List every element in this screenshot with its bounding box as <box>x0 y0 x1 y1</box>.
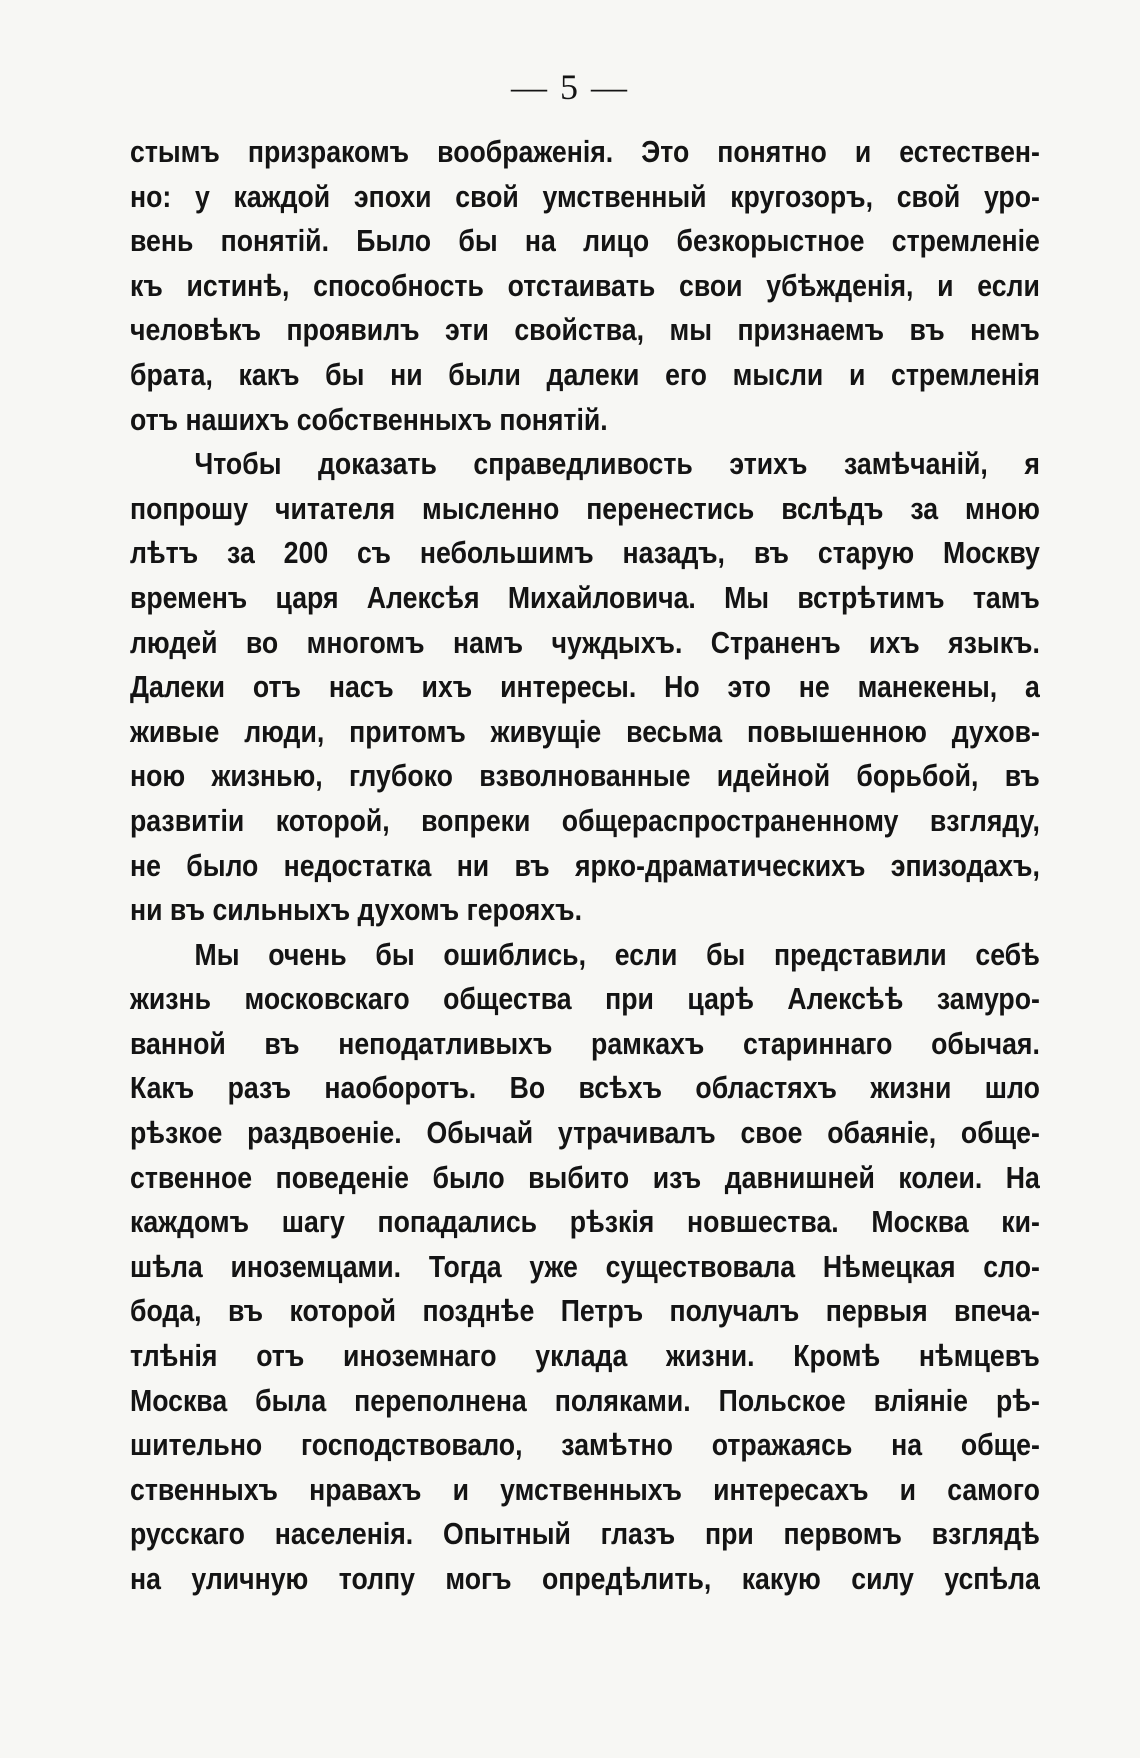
text-line: брата, какъ бы ни были далеки его мысли и стремленія <box>130 356 1040 392</box>
text-line: ною жизнью, глубоко взволнованные идейной борьбой, въ <box>130 758 1040 794</box>
text-line: стымъ призракомъ воображенія. Это понятно и естествен- <box>130 134 1040 169</box>
text-line: рѣзкое раздвоеніе. Обычай утрачивалъ свое обаяніе, обще- <box>130 1115 1040 1151</box>
text-line: вень понятій. Было бы на лицо безкорыстное стремленіе <box>130 223 1040 259</box>
text-line: людей во многомъ намъ чуждыхъ. Страненъ ихъ языкъ. <box>130 624 1040 660</box>
text-line: ственное поведеніе было выбито изъ давнишней колеи. На <box>130 1159 1040 1195</box>
text-line: Какъ разъ наоборотъ. Во всѣхъ областяхъ жизни шло <box>130 1070 1040 1106</box>
text-line: ственныхъ нравахъ и умственныхъ интересахъ и самого <box>130 1471 1040 1507</box>
text-line: жизнь московскаго общества при царѣ Алексѣѣ замуро- <box>130 981 1040 1017</box>
text-line: бода, въ которой позднѣе Петръ получалъ первыя впеча- <box>130 1293 1040 1329</box>
text-line: Мы очень бы ошиблись, если бы представили себѣ <box>194 936 1040 972</box>
text-line: ни въ сильныхъ духомъ герояхъ. <box>130 892 582 928</box>
text-line: живые люди, притомъ живущіе весьма повышенною духов- <box>130 713 1040 749</box>
text-line: не было недостатка ни въ ярко-драматическихъ эпизодахъ, <box>130 847 1040 883</box>
text-line: отъ нашихъ собственныхъ понятій. <box>130 401 608 437</box>
text-line: ванной въ неподатливыхъ рамкахъ стариннаго обычая. <box>130 1025 1040 1061</box>
text-line: на уличную толпу могъ опредѣлить, какую силу успѣла <box>130 1561 1040 1596</box>
text-line: къ истинѣ, способность отстаивать свои убѣжденія, и если <box>130 267 1040 303</box>
text-line: шѣла иноземцами. Тогда уже существовала Нѣмецкая сло- <box>130 1248 1040 1284</box>
text-line: русскаго населенія. Опытный глазъ при первомъ взглядѣ <box>130 1516 1040 1552</box>
body-text <box>130 130 1040 1602</box>
text-line: каждомъ шагу попадались рѣзкія новшества. Москва ки- <box>130 1204 1040 1240</box>
text-line: временъ царя Алексѣя Михайловича. Мы встрѣтимъ тамъ <box>130 579 1040 615</box>
text-line: Далеки отъ насъ ихъ интересы. Но это не манекены, а <box>130 669 1040 705</box>
text-line: попрошу читателя мысленно перенестись вслѣдъ за мною <box>130 490 1040 526</box>
page-number: — 5 — <box>511 67 629 107</box>
text-line: Чтобы доказать справедливость этихъ замѣчаній, я <box>194 446 1040 482</box>
text-line: но: у каждой эпохи свой умственный кругозоръ, свой уро- <box>130 178 1040 214</box>
text-line: лѣтъ за 200 съ небольшимъ назадъ, въ старую Москву <box>130 535 1040 571</box>
text-line: развитіи которой, вопреки общераспространенному взгляду, <box>130 802 1040 838</box>
text-line: человѣкъ проявилъ эти свойства, мы признаемъ въ немъ <box>130 312 1040 348</box>
text-line: тлѣнія отъ иноземнаго уклада жизни. Кромѣ нѣмцевъ <box>130 1338 1040 1374</box>
text-line: Москва была переполнена поляками. Польское вліяніе рѣ- <box>130 1382 1040 1418</box>
text-line: шительно господствовало, замѣтно отражаясь на обще- <box>130 1427 1040 1463</box>
